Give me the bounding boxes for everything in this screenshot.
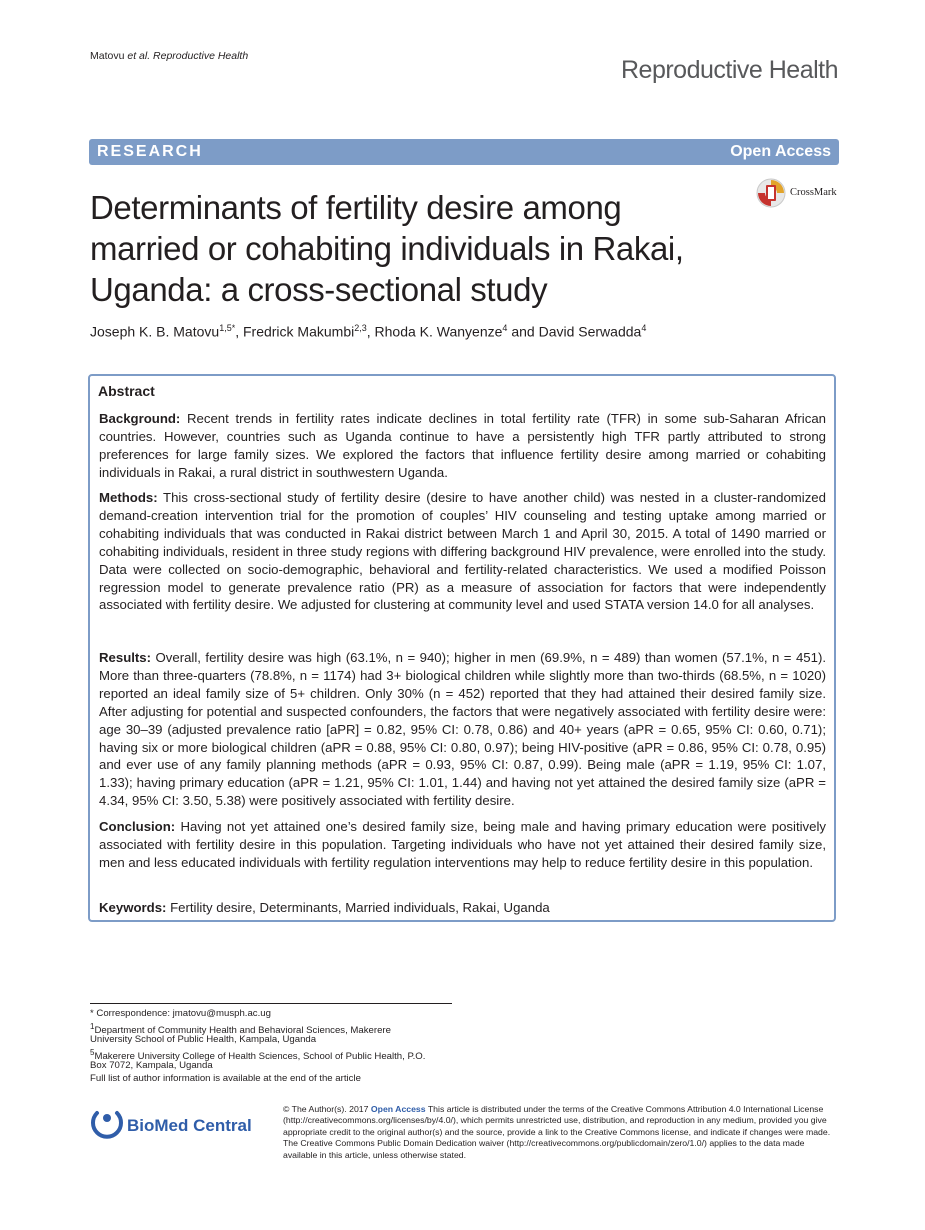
- biomed-central-dot-icon: [103, 1114, 111, 1122]
- author-separator: and: [507, 323, 539, 340]
- author-affiliation-sup: 4: [502, 323, 508, 333]
- background-text: Recent trends in fertility rates indicate declines in total fertility rate (TFR) in some sub-Saharan African countries. However, countries such as Uganda continue to have a persistently high TFR partly attributed to strong preferences for large family sizes. We explored the factors that influence fertility desire among married or cohabiting individuals in Rakai, a rural district in southwestern Uganda.: [99, 411, 826, 480]
- author-name: Rhoda K. Wanyenze: [374, 323, 503, 340]
- keywords-text: Fertility desire, Determinants, Married individuals, Rakai, Uganda: [170, 900, 550, 915]
- title-line-1: Determinants of fertility desire among: [90, 189, 622, 226]
- affiliation-1-line-1: Department of Community Health and Behavioral Sciences, Makerere: [94, 1025, 391, 1037]
- abstract-keywords: [99, 899, 826, 917]
- author-separator: ,: [366, 323, 375, 340]
- author-affiliation-sup: 1,5*: [219, 323, 236, 333]
- open-access-label: Open Access: [730, 143, 831, 160]
- conclusion-label: Conclusion:: [99, 819, 176, 834]
- affiliation-sup: 1: [90, 1022, 95, 1031]
- abstract-background: [99, 410, 826, 482]
- crossmark-label: CrossMark: [790, 187, 837, 198]
- footnote-divider: [90, 1003, 452, 1004]
- results-label: Results:: [99, 650, 152, 665]
- affiliation-5-line-2: Box 7072, Kampala, Uganda: [90, 1060, 213, 1071]
- author-info-note: Full list of author information is available at the end of the article: [90, 1073, 361, 1084]
- running-head-journal: et al. Reproductive Health: [127, 50, 249, 62]
- keywords-label: Keywords:: [99, 900, 167, 915]
- author-name: Fredrick Makumbi: [242, 323, 355, 340]
- author-affiliation-sup: 4: [641, 323, 647, 333]
- title-line-3: Uganda: a cross-sectional study: [90, 271, 548, 308]
- author-name: David Serwadda: [538, 323, 642, 340]
- results-text: Overall, fertility desire was high (63.1%, n = 940); higher in men (69.9%, n = 489) than women (57.1%, n = 451). More than three-quarters (78.8%, n = 1174) had 3+ biological children while slightly more than two-thirds (68.5%, n = 1020) reported an ideal family size of 5+ children. Only 30% (n = 452) reported that they had attained their desired family size. After adjusting for potential and suspected confounders, the factors that were negatively associated with fertility desire were: age 30–39 (adjusted prevalence ratio [aPR] = 0.82, 95% CI: 0.78, 0.86) and 40+ years (aPR = 0.65, 95% CI: 0.60, 0.71); having six or more biological children (aPR = 0.88, 95% CI: 0.80, 0.97); being HIV-positive (aPR = 0.86, 95% CI: 0.78, 0.95) and ever use of any family planning methods (aPR = 0.93, 95% CI: 0.87, 0.99). Being male (aPR = 1.19, 95% CI: 1.07, 1.33); having primary education (aPR = 1.21, 95% CI: 1.01, 1.44) and having not yet attained the desired family size (aPR = 4.34, 95% CI: 3.50, 5.38) were positively associated with fertility desire.: [99, 650, 826, 809]
- conclusion-text: Having not yet attained one’s desired family size, being male and having primary education were positively associated with fertility desire in this population. Targeting individuals who have not yet attained their desired family size, men and less educated individuals with fertility regulation interventions may help to reduce fertility desire in this population.: [99, 819, 826, 870]
- methods-label: Methods:: [99, 490, 158, 505]
- abstract-methods: [99, 489, 826, 614]
- abstract-conclusion: [99, 818, 826, 872]
- background-label: Background:: [99, 411, 181, 426]
- journal-name: Reproductive Health: [620, 56, 838, 84]
- copyright-prefix: © The Author(s). 2017: [283, 1104, 369, 1114]
- research-banner: [89, 139, 839, 165]
- running-head-authors: Matovu: [90, 50, 125, 62]
- research-label: RESEARCH: [97, 143, 203, 160]
- license-open-access: Open Access: [370, 1104, 426, 1114]
- correspondence-email[interactable]: * Correspondence: jmatovu@musph.ac.ug: [90, 1008, 271, 1019]
- affiliation-1-line-2: University School of Public Health, Kampala, Uganda: [90, 1034, 317, 1045]
- biomed-central-logo: [89, 1106, 269, 1142]
- title-line-2: married or cohabiting individuals in Rakai,: [90, 230, 684, 267]
- author-separator: ,: [235, 323, 243, 340]
- license-statement: [283, 1104, 841, 1161]
- article-title: [90, 187, 750, 310]
- affiliation-5-line-1: Makerere University College of Health Sciences, School of Public Health, P.O.: [94, 1051, 426, 1063]
- methods-text: This cross-sectional study of fertility desire (desire to have another child) was nested in a cluster-randomized demand-creation intervention trial for the promotion of couples’ HIV counseling and testing uptake among married or cohabiting individuals that was conducted in Rakai district between March 1 and April 30, 2015. A total of 1490 married or cohabiting individuals, resident in three study regions with differing background HIV prevalence, were enrolled into the study. Data were collected on socio-demographic, behavioral and fertility-related characteristics. We used a modified Poisson regression model to generate prevalence ratio (PR) as a measure of association for factors that were independently associated with fertility desire. We adjusted for clustering at community level and used STATA version 14.0 for all analyses.: [99, 490, 826, 613]
- license-text: This article is distributed under the terms of the Creative Commons Attribution 4.0 International License (http://creativecommons.org/licenses/by/4.0/), which permits unrestricted use, distribution, and reproduction in any medium, provided you give appropriate credit to the original author(s) and the source, provide a link to the Creative Commons license, and indicate if changes were made. The Creative Commons Public Domain Dedication waiver (http://creativecommons.org/publicdomain/zero/1.0/) applies to the data made available in this article, unless otherwise stated.: [283, 1104, 831, 1160]
- affiliation-sup: 5: [90, 1048, 95, 1057]
- running-head: [90, 50, 248, 62]
- abstract-results: [99, 649, 826, 810]
- author-list: [90, 323, 850, 340]
- biomed-central-wordmark: BioMed Central: [127, 1116, 252, 1135]
- author-affiliation-sup: 2,3: [354, 323, 367, 333]
- author-name: Joseph K. B. Matovu: [90, 323, 220, 340]
- abstract-heading: Abstract: [98, 383, 155, 399]
